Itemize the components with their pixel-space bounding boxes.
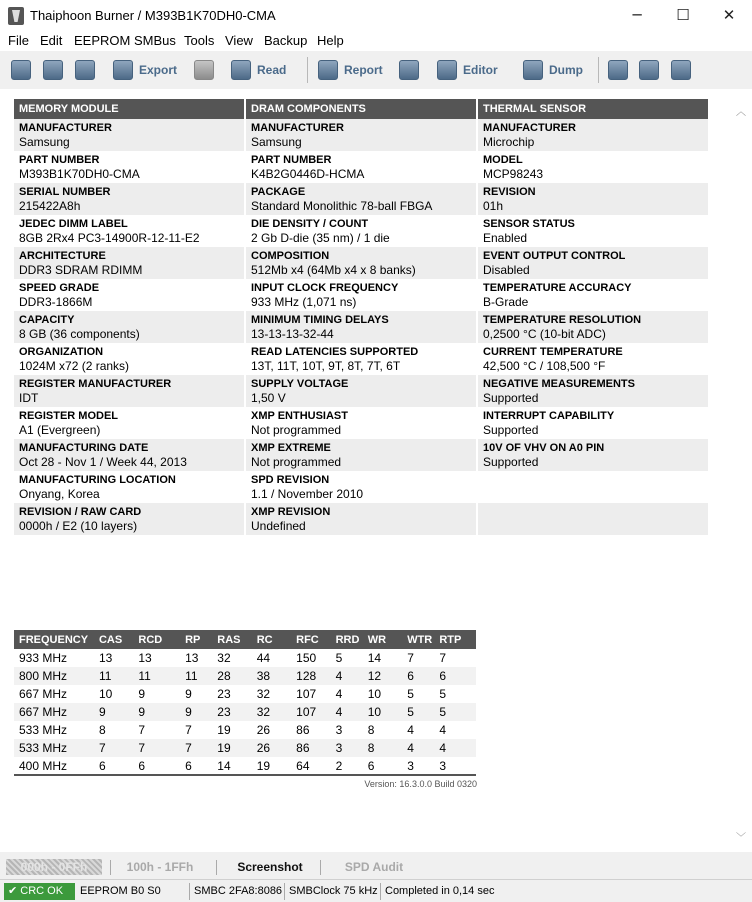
field-label: SENSOR STATUS — [483, 218, 575, 230]
table-cell: 13 — [180, 649, 212, 667]
info-cell — [478, 215, 708, 247]
field-value: Standard Monolithic 78-ball FBGA — [251, 199, 433, 213]
info-cell — [478, 311, 708, 343]
wrench-icon — [399, 60, 419, 80]
completed-status: Completed in 0,14 sec — [385, 885, 495, 897]
table-cell: 667 MHz — [14, 703, 94, 721]
spd-report-panel — [0, 89, 730, 852]
info-cell — [14, 247, 244, 279]
menu-smbus[interactable]: SMBus — [134, 33, 176, 48]
field-value: 8 GB (36 components) — [19, 327, 140, 341]
column-header: RFC — [291, 630, 330, 649]
table-cell: 533 MHz — [14, 721, 94, 739]
info-cell — [478, 439, 708, 471]
info-cell — [246, 215, 476, 247]
toolbar-separator — [598, 57, 599, 83]
field-value: Oct 28 - Nov 1 / Week 44, 2013 — [19, 455, 187, 469]
frequency-timing-table — [14, 630, 476, 775]
column-header: FREQUENCY — [14, 630, 94, 649]
table-cell: 10 — [363, 685, 402, 703]
table-cell: 12 — [363, 667, 402, 685]
table-cell: 4 — [331, 703, 363, 721]
info-cell — [478, 183, 708, 215]
table-cell: 4 — [402, 739, 434, 757]
info-cell — [246, 439, 476, 471]
field-label: SPD REVISION — [251, 474, 330, 486]
view-tab-bar — [0, 856, 752, 878]
app-logo-icon — [8, 7, 24, 25]
info-cell — [478, 119, 708, 151]
field-label: MANUFACTURER — [251, 122, 344, 134]
table-cell: 32 — [252, 685, 291, 703]
field-value: DDR3 SDRAM RDIMM — [19, 263, 143, 277]
info-cell — [246, 503, 476, 535]
table-cell: 150 — [291, 649, 330, 667]
field-label: PACKAGE — [251, 186, 306, 198]
menu-edit[interactable]: Edit — [40, 33, 63, 48]
field-value: DDR3-1866M — [19, 295, 93, 309]
eeprom-status: EEPROM B0 S0 — [76, 883, 190, 900]
field-value: Disabled — [483, 263, 530, 277]
table-cell: 64 — [291, 757, 330, 775]
open-button[interactable] — [43, 58, 69, 82]
field-label: XMP ENTHUSIAST — [251, 410, 348, 422]
info-cell — [14, 375, 244, 407]
field-label: 10V OF VHV ON A0 PIN — [483, 442, 605, 454]
table-cell: 11 — [133, 667, 180, 685]
column-header: RRD — [331, 630, 363, 649]
info-cell — [478, 471, 708, 503]
field-label: CAPACITY — [19, 314, 75, 326]
table-cell: 5 — [331, 649, 363, 667]
table-cell: 8 — [94, 721, 133, 739]
table-cell: 6 — [402, 667, 434, 685]
table-cell: 13 — [133, 649, 180, 667]
info-cell — [478, 279, 708, 311]
field-label: MANUFACTURER — [19, 122, 112, 134]
info-cell — [246, 279, 476, 311]
memory-module-fields — [14, 119, 244, 535]
dram-components-section — [246, 99, 476, 535]
editor-button[interactable] — [437, 58, 498, 82]
info-cell — [478, 343, 708, 375]
info-cell — [246, 375, 476, 407]
info-cell — [246, 247, 476, 279]
crc-status-badge: ✔ CRC OK — [4, 883, 75, 900]
thermal-sensor-fields — [478, 119, 708, 535]
table-cell: 23 — [212, 703, 251, 721]
lock-icon — [194, 60, 214, 80]
table-cell: 19 — [212, 739, 251, 757]
field-value: Not programmed — [251, 455, 342, 469]
field-label: MINIMUM TIMING DELAYS — [251, 314, 389, 326]
info-cell — [478, 375, 708, 407]
field-value: Supported — [483, 391, 539, 405]
table-cell: 400 MHz — [14, 757, 94, 775]
info-cell — [478, 407, 708, 439]
field-value: 0,2500 °C (10-bit ADC) — [483, 327, 606, 341]
table-row — [14, 649, 476, 667]
export-button[interactable] — [113, 58, 177, 82]
field-label: MODEL — [483, 154, 523, 166]
table-row — [14, 703, 476, 721]
field-value: A1 (Evergreen) — [19, 423, 101, 437]
column-header: RAS — [212, 630, 251, 649]
document-icon — [437, 60, 457, 80]
tab-100h-1ffh[interactable]: 100h - 1FFh — [126, 860, 194, 874]
field-label: EVENT OUTPUT CONTROL — [483, 250, 626, 262]
field-value: B-Grade — [483, 295, 529, 309]
field-label: SERIAL NUMBER — [19, 186, 111, 198]
table-cell: 86 — [291, 721, 330, 739]
info-cell — [14, 183, 244, 215]
tab-separator — [320, 860, 321, 875]
info-cell — [14, 279, 244, 311]
table-cell: 9 — [133, 703, 180, 721]
dump-label: Dump — [549, 63, 583, 77]
table-row — [14, 721, 476, 739]
table-cell: 10 — [363, 703, 402, 721]
field-value: 8GB 2Rx4 PC3-14900R-12-11-E2 — [19, 231, 200, 245]
tab-separator — [110, 860, 111, 875]
field-value: Microchip — [483, 135, 535, 149]
table-cell: 7 — [133, 739, 180, 757]
table-cell: 7 — [180, 739, 212, 757]
table-cell: 11 — [94, 667, 133, 685]
table-cell: 44 — [252, 649, 291, 667]
export-icon — [113, 60, 133, 80]
table-cell: 7 — [133, 721, 180, 739]
field-value: 0000h / E2 (10 layers) — [19, 519, 138, 533]
toolbar — [0, 51, 752, 89]
status-bar — [0, 879, 752, 902]
info-cell — [246, 407, 476, 439]
table-cell: 3 — [402, 757, 434, 775]
field-label: NEGATIVE MEASUREMENTS — [483, 378, 635, 390]
editor-label: Editor — [463, 63, 498, 77]
field-label: MANUFACTURING LOCATION — [19, 474, 176, 486]
table-cell: 5 — [402, 703, 434, 721]
table-cell: 6 — [180, 757, 212, 775]
grid-icon — [523, 60, 543, 80]
copy-icon — [639, 60, 659, 80]
field-label: TEMPERATURE ACCURACY — [483, 282, 632, 294]
table-cell: 28 — [212, 667, 251, 685]
field-value: Supported — [483, 455, 539, 469]
table-cell: 7 — [402, 649, 434, 667]
table-cell: 14 — [212, 757, 251, 775]
table-cell: 7 — [434, 649, 476, 667]
table-cell: 9 — [180, 685, 212, 703]
table-cell: 38 — [252, 667, 291, 685]
menu-backup[interactable]: Backup — [264, 33, 308, 48]
table-cell: 7 — [180, 721, 212, 739]
close-button[interactable]: ✕ — [722, 6, 736, 24]
info-cell — [478, 503, 708, 535]
field-label: REGISTER MODEL — [19, 410, 119, 422]
window-title: Thaiphoon Burner / M393B1K70DH0-CMA — [30, 8, 276, 23]
table-cell: 128 — [291, 667, 330, 685]
thermal-sensor-header: THERMAL SENSOR — [478, 99, 708, 119]
tab-separator — [216, 860, 217, 875]
table-cell: 8 — [363, 739, 402, 757]
field-label: SPEED GRADE — [19, 282, 100, 294]
report-button[interactable] — [318, 58, 383, 82]
read-button[interactable] — [231, 58, 286, 82]
gear-icon — [11, 60, 31, 80]
field-label: REGISTER MANUFACTURER — [19, 378, 172, 390]
menu-help[interactable]: Help — [317, 33, 344, 48]
dram-components-fields — [246, 119, 476, 535]
field-label: COMPOSITION — [251, 250, 330, 262]
save-button[interactable] — [75, 58, 101, 82]
field-value: 512Mb x4 (64Mb x4 x 8 banks) — [251, 263, 416, 277]
table-cell: 6 — [94, 757, 133, 775]
field-value: K4B2G0446D-HCMA — [251, 167, 365, 181]
waveform-icon — [671, 60, 691, 80]
clipboard-icon — [318, 60, 338, 80]
title-bar — [0, 0, 752, 31]
table-row — [14, 757, 476, 775]
magnifier-icon — [231, 60, 251, 80]
table-cell: 4 — [331, 685, 363, 703]
table-cell: 800 MHz — [14, 667, 94, 685]
memory-module-header: MEMORY MODULE — [14, 99, 244, 119]
table-cell: 14 — [363, 649, 402, 667]
table-body — [14, 649, 476, 775]
info-cell — [14, 215, 244, 247]
table-cell: 8 — [363, 721, 402, 739]
report-label: Report — [344, 63, 383, 77]
info-cell — [14, 151, 244, 183]
copy-button[interactable] — [639, 58, 665, 82]
field-value: Samsung — [251, 135, 302, 149]
table-cell: 533 MHz — [14, 739, 94, 757]
tab-screenshot[interactable]: Screenshot — [237, 860, 303, 874]
memory-module-section — [14, 99, 244, 535]
chip-search-icon — [608, 60, 628, 80]
table-cell: 2 — [331, 757, 363, 775]
export-label: Export — [139, 63, 178, 77]
table-cell: 3 — [331, 739, 363, 757]
column-header: RC — [252, 630, 291, 649]
table-cell: 19 — [212, 721, 251, 739]
field-value: Samsung — [19, 135, 70, 149]
table-row — [14, 685, 476, 703]
menu-view[interactable]: View — [225, 33, 253, 48]
minimize-button[interactable]: ─ — [632, 6, 642, 24]
table-cell: 4 — [434, 721, 476, 739]
table-cell: 26 — [252, 739, 291, 757]
info-cell — [246, 151, 476, 183]
field-label: XMP REVISION — [251, 506, 331, 518]
table-bottom-border — [14, 774, 476, 776]
field-value: IDT — [19, 391, 39, 405]
table-row — [14, 667, 476, 685]
folder-icon — [43, 60, 63, 80]
table-cell: 6 — [133, 757, 180, 775]
info-cell — [478, 151, 708, 183]
table-cell: 86 — [291, 739, 330, 757]
column-header: RP — [180, 630, 212, 649]
column-header: WTR — [402, 630, 434, 649]
field-label: PART NUMBER — [19, 154, 100, 166]
column-header: CAS — [94, 630, 133, 649]
table-cell: 667 MHz — [14, 685, 94, 703]
scroll-down-icon[interactable]: ﹀ — [736, 833, 746, 844]
field-label: TEMPERATURE RESOLUTION — [483, 314, 642, 326]
field-label: INPUT CLOCK FREQUENCY — [251, 282, 399, 294]
field-value: 1,50 V — [251, 391, 286, 405]
table-cell: 6 — [363, 757, 402, 775]
field-value: Not programmed — [251, 423, 342, 437]
toolbar-separator — [307, 57, 308, 83]
info-cell — [14, 119, 244, 151]
smbclock-status: SMBClock 75 kHz — [285, 883, 381, 900]
tab-000h-0ffh[interactable]: 000h - 0FFh — [6, 859, 102, 875]
table-header-row — [14, 630, 476, 649]
field-label: DIE DENSITY / COUNT — [251, 218, 369, 230]
table-cell: 7 — [94, 739, 133, 757]
field-label: SUPPLY VOLTAGE — [251, 378, 349, 390]
lock-button[interactable] — [194, 58, 220, 82]
maximize-button[interactable]: ☐ — [676, 6, 690, 24]
column-header: RCD — [133, 630, 180, 649]
table-cell: 4 — [402, 721, 434, 739]
table-cell: 19 — [252, 757, 291, 775]
field-label: INTERRUPT CAPABILITY — [483, 410, 615, 422]
scroll-up-icon[interactable]: ︿ — [736, 107, 746, 118]
column-header: RTP — [434, 630, 476, 649]
table-cell: 9 — [180, 703, 212, 721]
oscilloscope-button[interactable] — [671, 58, 697, 82]
field-label: REVISION / RAW CARD — [19, 506, 142, 518]
field-value: MCP98243 — [483, 167, 544, 181]
field-value: M393B1K70DH0-CMA — [19, 167, 140, 181]
smbc-status: SMBC 2FA8:8086 — [190, 883, 285, 900]
read-label: Read — [257, 63, 287, 77]
thermal-sensor-section — [478, 99, 708, 535]
table-cell: 3 — [434, 757, 476, 775]
table-cell: 5 — [434, 685, 476, 703]
table-cell: 32 — [212, 649, 251, 667]
table-cell: 9 — [94, 703, 133, 721]
field-value: 1024M x72 (2 ranks) — [19, 359, 130, 373]
table-cell: 26 — [252, 721, 291, 739]
field-value: Enabled — [483, 231, 528, 245]
info-cell — [246, 471, 476, 503]
table-cell: 10 — [94, 685, 133, 703]
info-cell — [246, 311, 476, 343]
field-value: 13T, 11T, 10T, 9T, 8T, 7T, 6T — [251, 359, 401, 373]
field-value: Undefined — [251, 519, 306, 533]
menu-file[interactable]: File — [8, 33, 29, 48]
dram-components-header: DRAM COMPONENTS — [246, 99, 476, 119]
table-cell: 933 MHz — [14, 649, 94, 667]
field-value: 2 Gb D-die (35 nm) / 1 die — [251, 231, 390, 245]
table-cell: 4 — [331, 667, 363, 685]
table-cell: 107 — [291, 703, 330, 721]
table-cell: 5 — [402, 685, 434, 703]
info-cell — [14, 471, 244, 503]
field-label: MANUFACTURER — [483, 122, 576, 134]
field-label: CURRENT TEMPERATURE — [483, 346, 623, 358]
info-cell — [14, 407, 244, 439]
table-cell: 6 — [434, 667, 476, 685]
field-value: 215422A8h — [19, 199, 81, 213]
table-cell: 3 — [331, 721, 363, 739]
chip-info-button[interactable] — [608, 58, 634, 82]
field-value: Onyang, Korea — [19, 487, 100, 501]
field-label: MANUFACTURING DATE — [19, 442, 149, 454]
field-value: 933 MHz (1,071 ns) — [251, 295, 357, 309]
info-cell — [14, 343, 244, 375]
field-label: ORGANIZATION — [19, 346, 104, 358]
menu-bar — [0, 31, 752, 51]
table-cell: 4 — [434, 739, 476, 757]
field-value: 01h — [483, 199, 504, 213]
settings-button[interactable] — [11, 58, 37, 82]
info-cell — [478, 247, 708, 279]
table-cell: 9 — [133, 685, 180, 703]
field-label: REVISION — [483, 186, 536, 198]
field-value: 13-13-13-32-44 — [251, 327, 334, 341]
floppy-icon — [75, 60, 95, 80]
info-cell — [14, 503, 244, 535]
info-cell — [14, 439, 244, 471]
field-label: PART NUMBER — [251, 154, 332, 166]
info-cell — [246, 343, 476, 375]
info-cell — [246, 119, 476, 151]
field-value: Supported — [483, 423, 539, 437]
field-value: 42,500 °C / 108,500 °F — [483, 359, 606, 373]
tools-button[interactable] — [399, 58, 425, 82]
table-row — [14, 739, 476, 757]
table-cell: 11 — [180, 667, 212, 685]
column-header: WR — [363, 630, 402, 649]
menu-tools[interactable]: Tools — [184, 33, 215, 48]
field-label: ARCHITECTURE — [19, 250, 106, 262]
tab-spd-audit[interactable]: SPD Audit — [344, 860, 404, 874]
table-cell: 5 — [434, 703, 476, 721]
table-cell: 107 — [291, 685, 330, 703]
table-cell: 23 — [212, 685, 251, 703]
field-label: JEDEC DIMM LABEL — [19, 218, 128, 230]
dump-button[interactable] — [523, 58, 583, 82]
vertical-scrollbar[interactable] — [730, 89, 752, 852]
field-label: XMP EXTREME — [251, 442, 331, 454]
field-value: 1.1 / November 2010 — [251, 487, 364, 501]
menu-eeprom[interactable]: EEPROM — [74, 33, 131, 48]
info-cell — [246, 183, 476, 215]
field-label: READ LATENCIES SUPPORTED — [251, 346, 419, 358]
version-label: Version: 16.3.0.0 Build 0320 — [364, 779, 477, 789]
info-cell — [14, 311, 244, 343]
table-cell: 13 — [94, 649, 133, 667]
table-cell: 32 — [252, 703, 291, 721]
